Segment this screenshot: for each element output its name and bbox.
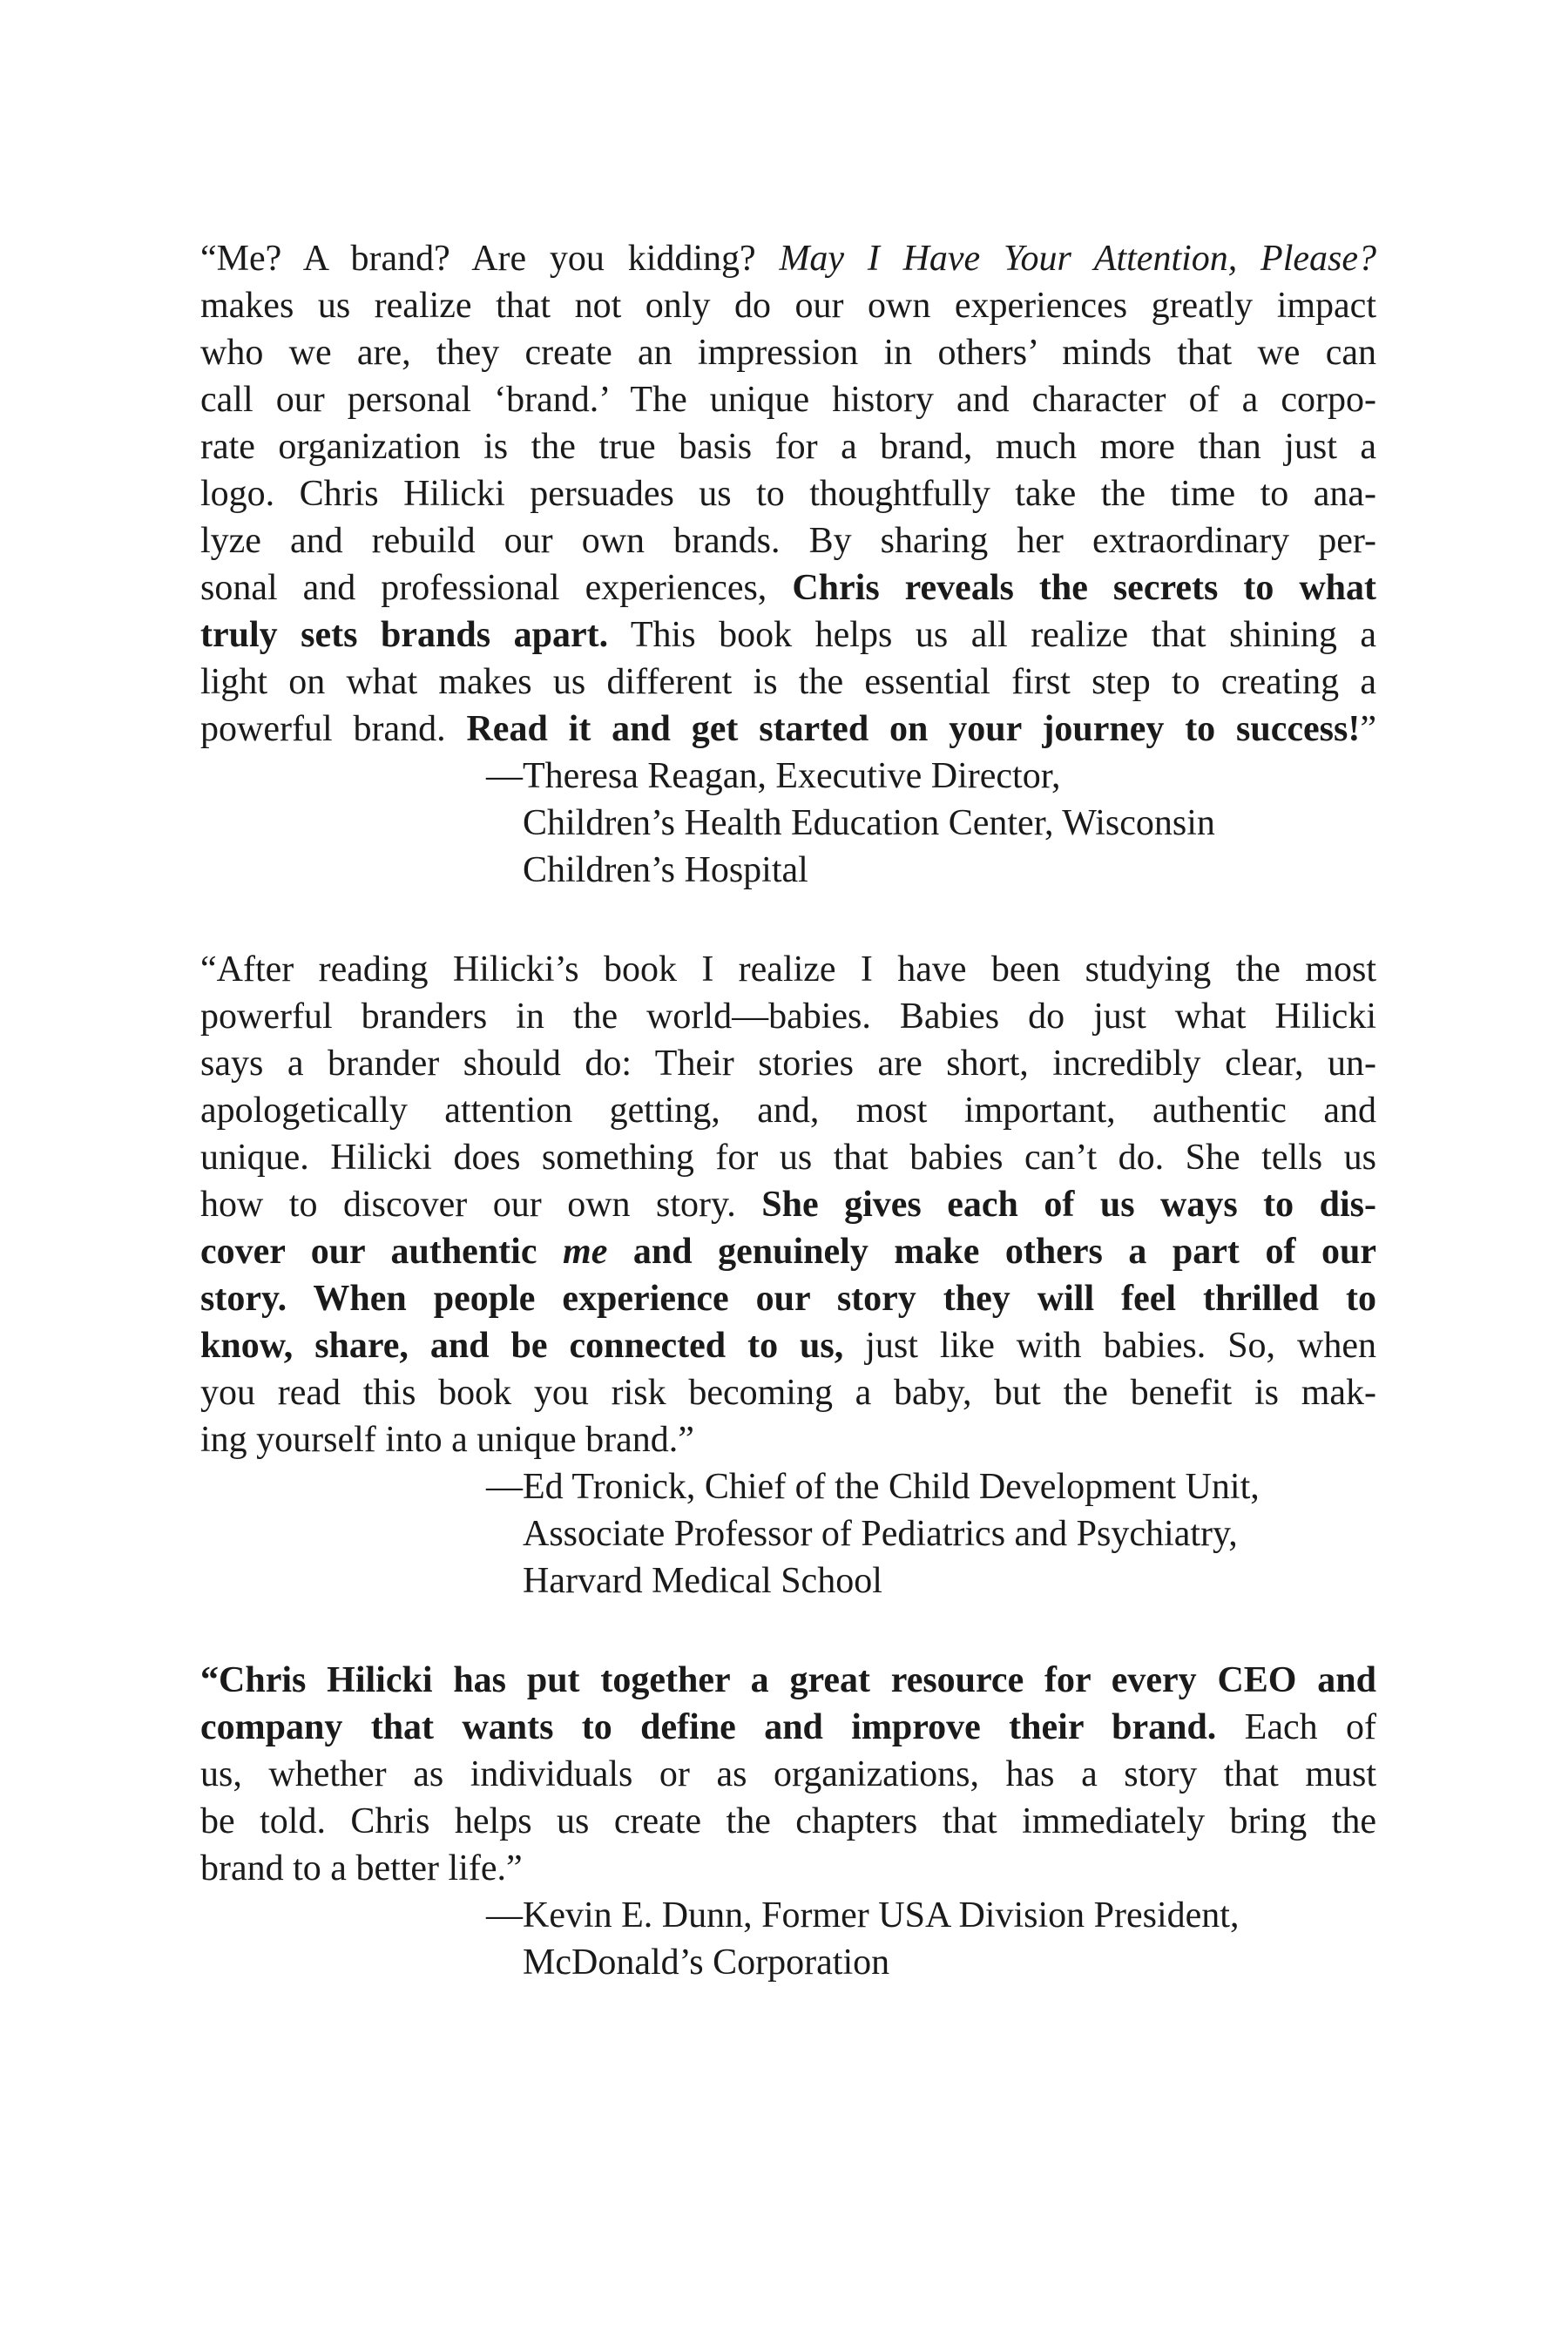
text-line: how to discover our own story. She gives each of us ways to dis- <box>200 1185 1376 1225</box>
text-line: call our personal ‘brand.’ The unique history and character of a corpo- <box>200 380 1376 420</box>
text-line: logo. Chris Hilicki persuades us to thoughtfully take the time to ana- <box>200 474 1376 514</box>
text-line: cover our authentic me and genuinely make others a part of our <box>200 1232 1376 1272</box>
endorsement-2-attribution: —Ed Tronick, Chief of the Child Development Unit, Associate Professor of Pediatrics and Psychiatry, Harvard Medical School <box>486 1467 1260 1601</box>
text-line: powerful brand. Read it and get started on your journey to success!” <box>200 709 1376 749</box>
endorsement-1-attribution: —Theresa Reagan, Executive Director, Children’s Health Education Center, Wisconsin Children’s Hospital <box>486 756 1215 890</box>
text-line: “Chris Hilicki has put together a great resource for every CEO and <box>200 1660 1376 1700</box>
text-line: truly sets brands apart. This book helps us all realize that shining a <box>200 615 1376 655</box>
text-line: us, whether as individuals or as organizations, has a story that must <box>200 1754 1376 1794</box>
text-line: story. When people experience our story they will feel thrilled to <box>200 1279 1376 1319</box>
text-line: rate organization is the true basis for a brand, much more than just a <box>200 427 1376 467</box>
text-line: company that wants to define and improve their brand. Each of <box>200 1707 1376 1747</box>
text-line: powerful branders in the world—babies. Babies do just what Hilicki <box>200 996 1376 1037</box>
endorsement-3-body <box>200 1657 1376 1892</box>
text-line: know, share, and be connected to us, just like with babies. So, when <box>200 1326 1376 1366</box>
text-line: unique. Hilicki does something for us that babies can’t do. She tells us <box>200 1138 1376 1178</box>
text-line: sonal and professional experiences, Chris reveals the secrets to what <box>200 568 1376 608</box>
endorsement-3-attribution: —Kevin E. Dunn, Former USA Division President, McDonald’s Corporation <box>486 1895 1240 1983</box>
text-line: light on what makes us different is the essential first step to creating a <box>200 662 1376 702</box>
text-line: brand to a better life.” <box>200 1848 523 1888</box>
text-line: lyze and rebuild our own brands. By sharing her extraordinary per- <box>200 521 1376 561</box>
text-line: ing yourself into a unique brand.” <box>200 1420 694 1460</box>
text-line: makes us realize that not only do our own experiences greatly impact <box>200 286 1376 326</box>
text-line: who we are, they create an impression in others’ minds that we can <box>200 333 1376 373</box>
text-line: apologetically attention getting, and, most important, authentic and <box>200 1091 1376 1131</box>
endorsement-2-body <box>200 946 1376 1463</box>
text-line: you read this book you risk becoming a baby, but the benefit is mak- <box>200 1373 1376 1413</box>
endorsement-1-body <box>200 235 1376 753</box>
text-line: “After reading Hilicki’s book I realize I have been studying the most <box>200 949 1376 990</box>
text-line: “Me? A brand? Are you kidding? May I Have Your Attention, Please? <box>200 239 1376 279</box>
text-line: be told. Chris helps us create the chapters that immediately bring the <box>200 1801 1376 1841</box>
text-line: says a brander should do: Their stories are short, incredibly clear, un- <box>200 1044 1376 1084</box>
